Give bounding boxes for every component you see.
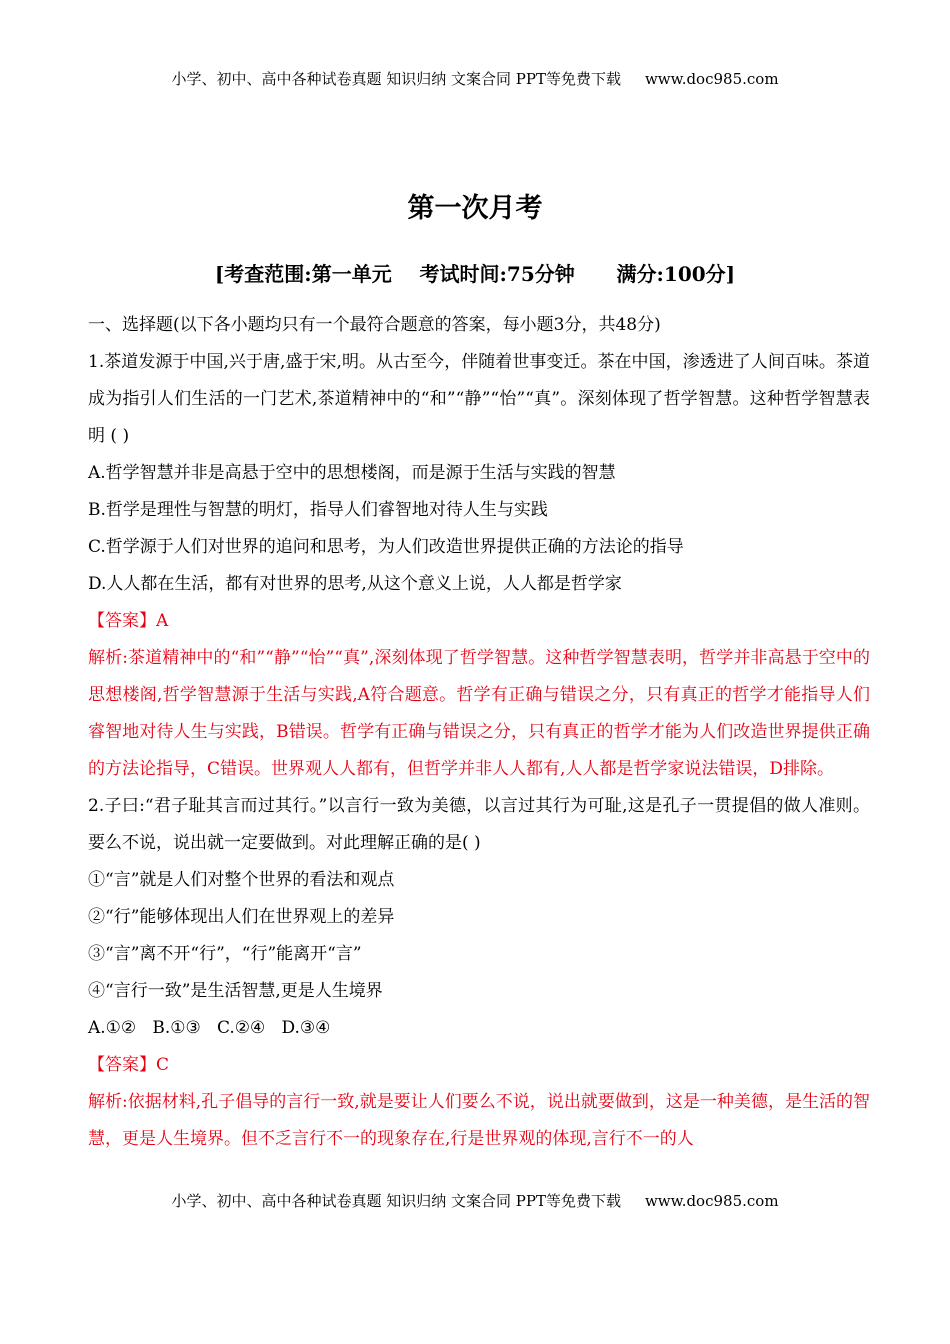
question-2-options: A.①② B.①③ C.②④ D.③④: [88, 1018, 331, 1038]
question-2-stem: 2.子曰:“君子耻其言而过其行。”以言行一致为美德，以言过其行为可耻,这是孔子一贯提倡的做人准则。要么不说，说出就一定要做到。对此理解正确的是( ): [88, 796, 870, 853]
header-text: 小学、初中、高中各种试卷真题 知识归纳 文案合同 PPT等免费下载: [171, 70, 621, 88]
question-2-item-1: ①“言”就是人们对整个世界的看法和观点: [88, 870, 395, 890]
page-footer: [0, 1190, 950, 1211]
question-1-option-a: A.哲学智慧并非是高悬于空中的思想楼阁，而是源于生活与实践的智慧: [88, 463, 616, 483]
question-1-answer: 【答案】A: [88, 611, 169, 631]
page-title: 第一次月考: [407, 193, 543, 224]
question-2-answer: 【答案】C: [88, 1055, 170, 1075]
question-2-item-3: ③“言”离不开“行”，“行”能离开“言”: [88, 944, 362, 964]
exam-content: [88, 307, 870, 1158]
question-1-option-c: C.哲学源于人们对世界的追问和思考，为人们改造世界提供正确的方法论的指导: [88, 537, 684, 557]
section-heading: 一、选择题(以下各小题均只有一个最符合题意的答案，每小题3分，共48分): [88, 315, 661, 335]
exam-info: [考查范围:第一单元 考试时间:75分钟 满分:100分]: [214, 262, 736, 286]
page-header: [0, 68, 950, 89]
question-1-stem: 1.茶道发源于中国,兴于唐,盛于宋,明。从古至今，伴随着世事变迁。茶在中国，渗透进了人间百味。茶道成为指引人们生活的一门艺术,茶道精神中的“和”“静”“怡”“真”。深刻体现了哲学智慧。这种哲学智慧表明 ( ): [88, 352, 870, 446]
footer-site-link[interactable]: www.doc985.com: [644, 1192, 779, 1210]
question-1-option-b: B.哲学是理性与智慧的明灯，指导人们睿智地对待人生与实践: [88, 500, 548, 520]
question-2-item-2: ②“行”能够体现出人们在世界观上的差异: [88, 907, 395, 927]
question-1-analysis: 解析:茶道精神中的“和”“静”“怡”“真”,深刻体现了哲学智慧。这种哲学智慧表明，哲学并非高悬于空中的思想楼阁,哲学智慧源于生活与实践,A符合题意。哲学有正确与错误之分，只有真正的哲学才能指导人们睿智地对待人生与实践，B错误。哲学有正确与错误之分，只有真正的哲学才能为人们改造世界提供正确的方法论指导，C错误。世界观人人都有，但哲学并非人人都有,人人都是哲学家说法错误，D排除。: [88, 648, 870, 779]
question-1-option-d: D.人人都在生活，都有对世界的思考,从这个意义上说，人人都是哲学家: [88, 574, 622, 594]
footer-text: 小学、初中、高中各种试卷真题 知识归纳 文案合同 PPT等免费下载: [171, 1192, 621, 1210]
header-site-link[interactable]: www.doc985.com: [644, 70, 779, 88]
question-2-item-4: ④“言行一致”是生活智慧,更是人生境界: [88, 981, 383, 1001]
question-2-analysis: 解析:依据材料,孔子倡导的言行一致,就是要让人们要么不说，说出就要做到，这是一种美德，是生活的智慧，更是人生境界。但不乏言行不一的现象存在,行是世界观的体现,言行不一的人: [88, 1092, 870, 1149]
